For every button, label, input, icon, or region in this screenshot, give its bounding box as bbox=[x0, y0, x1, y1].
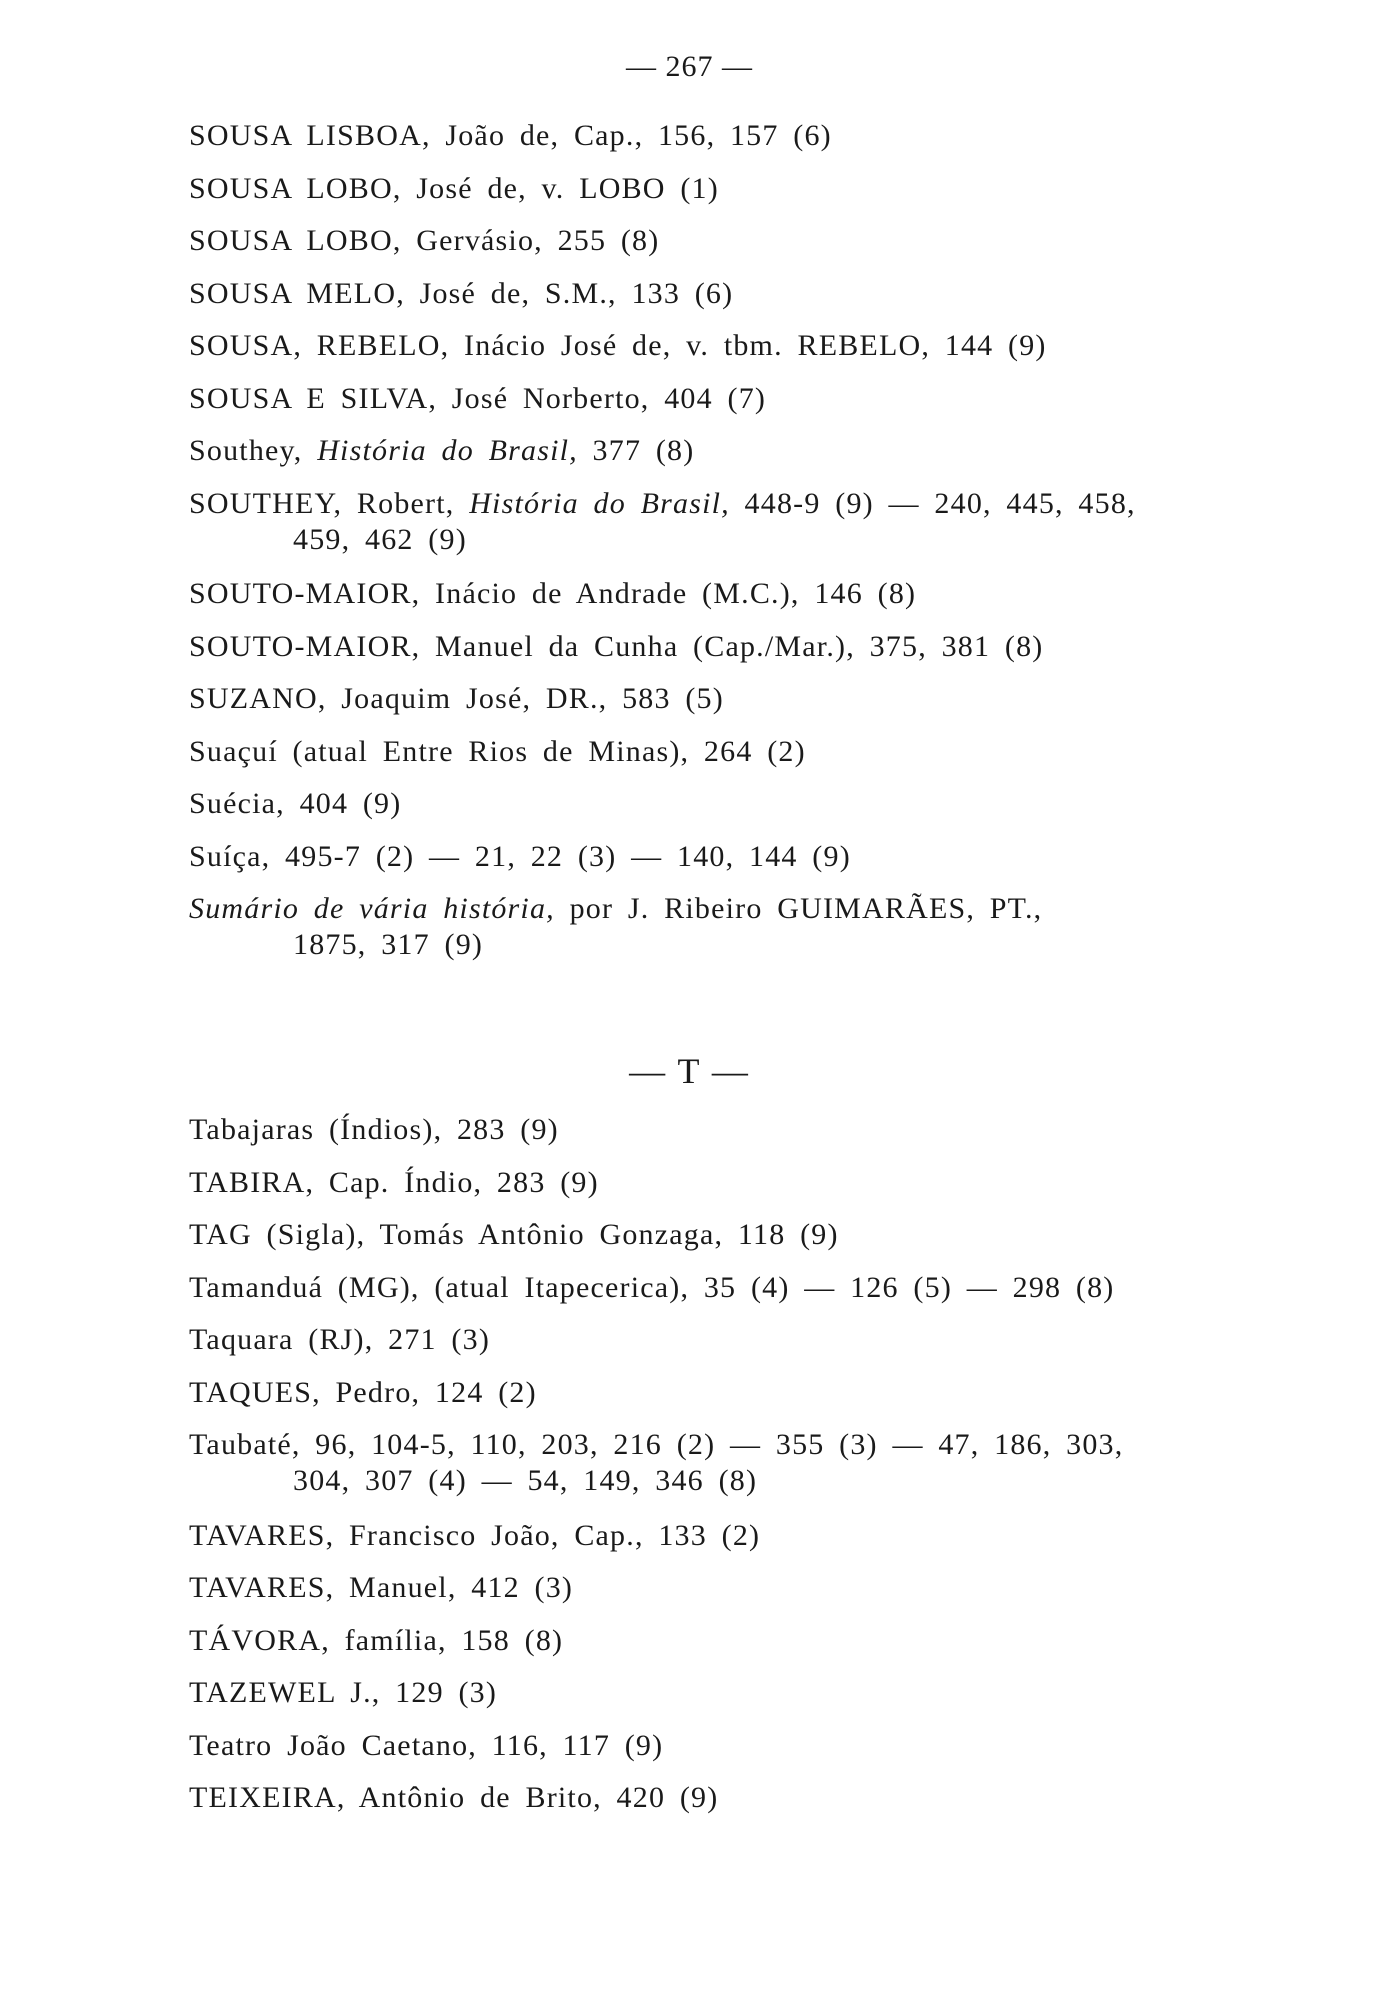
entry-text: TÁVORA, família, 158 (8) bbox=[189, 1623, 564, 1657]
index-entry bbox=[189, 171, 1249, 207]
letter-heading-t: — T — bbox=[629, 1051, 750, 1091]
entry-text: Teatro João Caetano, 116, 117 (9) bbox=[189, 1728, 664, 1762]
index-entry bbox=[189, 381, 1249, 417]
entry-text: Taquara (RJ), 271 (3) bbox=[189, 1323, 491, 1356]
index-entry bbox=[189, 223, 1249, 259]
index-entry bbox=[189, 433, 1249, 469]
entry-text: SOUTO-MAIOR, Inácio de Andrade (M.C.), 146 (8) bbox=[189, 577, 917, 610]
index-entry bbox=[189, 276, 1249, 312]
index-entry bbox=[189, 891, 1249, 963]
entry-continuation: 459, 462 (9) bbox=[293, 522, 467, 556]
entry-text: Tabajaras (Índios), 283 (9) bbox=[189, 1113, 559, 1146]
entry-text: Suécia, 404 (9) bbox=[189, 787, 402, 820]
entry-text: TEIXEIRA, Antônio de Brito, 420 (9) bbox=[189, 1781, 719, 1814]
index-entry bbox=[189, 629, 1249, 665]
entry-continuation: 1875, 317 (9) bbox=[293, 928, 484, 961]
entry-text: TAQUES, Pedro, 124 (2) bbox=[189, 1375, 537, 1409]
entry-title-italic: Sumário de vária história, bbox=[189, 892, 555, 925]
entry-text: SOUSA E SILVA, José Norberto, 404 (7) bbox=[189, 381, 767, 415]
entry-text: Tamanduá (MG), (atual Itapecerica), 35 (4) — 126 (5) — 298 (8) bbox=[189, 1270, 1115, 1304]
index-entry bbox=[189, 786, 1249, 822]
entry-text: SOUSA LISBOA, João de, Cap., 156, 157 (6) bbox=[189, 119, 832, 152]
entry-text: TAVARES, Francisco João, Cap., 133 (2) bbox=[189, 1518, 761, 1552]
entry-text: SOUTHEY, Robert, bbox=[189, 486, 470, 520]
entry-continuation: 304, 307 (4) — 54, 149, 346 (8) bbox=[293, 1464, 758, 1497]
index-entry bbox=[189, 1165, 1249, 1201]
index-entry bbox=[189, 1728, 1249, 1764]
index-entry bbox=[189, 1270, 1249, 1306]
index-entry bbox=[189, 1780, 1249, 1816]
index-entry bbox=[189, 1518, 1249, 1554]
index-entry bbox=[189, 1112, 1249, 1148]
index-entry bbox=[189, 1322, 1249, 1358]
entry-text: SOUTO-MAIOR, Manuel da Cunha (Cap./Mar.), 375, 381 (8) bbox=[189, 629, 1044, 663]
index-entry bbox=[189, 1217, 1249, 1253]
index-entry bbox=[189, 681, 1249, 717]
entry-text: Taubaté, 96, 104-5, 110, 203, 216 (2) — 355 (3) — 47, 186, 303, bbox=[189, 1428, 1124, 1461]
index-entry bbox=[189, 118, 1249, 154]
entry-text: por J. Ribeiro GUIMARÃES, PT., bbox=[554, 892, 1043, 925]
entry-text: SOUSA, REBELO, Inácio José de, v. tbm. REBELO, 144 (9) bbox=[189, 329, 1047, 362]
entry-text: TABIRA, Cap. Índio, 283 (9) bbox=[189, 1165, 599, 1199]
index-entry bbox=[189, 1570, 1249, 1606]
entry-text: TAZEWEL J., 129 (3) bbox=[189, 1676, 498, 1709]
entry-text: SOUSA MELO, José de, S.M., 133 (6) bbox=[189, 276, 734, 310]
index-entry bbox=[189, 1623, 1249, 1659]
entry-text: SUZANO, Joaquim José, DR., 583 (5) bbox=[189, 682, 724, 715]
index-entry bbox=[189, 839, 1249, 875]
entry-title-italic: História do Brasil, bbox=[469, 486, 730, 520]
entry-text: SOUSA LOBO, José de, v. LOBO (1) bbox=[189, 171, 719, 205]
index-entry bbox=[189, 328, 1249, 364]
entry-text: Southey, bbox=[189, 434, 318, 467]
page-number: — 267 — bbox=[626, 50, 753, 83]
entry-text: Suíça, 495-7 (2) — 21, 22 (3) — 140, 144 (9) bbox=[189, 839, 851, 873]
entry-text: TAG (Sigla), Tomás Antônio Gonzaga, 118 (9) bbox=[189, 1218, 839, 1251]
index-entry bbox=[189, 1427, 1249, 1499]
entry-text: TAVARES, Manuel, 412 (3) bbox=[189, 1571, 574, 1604]
index-entry bbox=[189, 734, 1249, 770]
entry-title-italic: História do Brasil, bbox=[317, 434, 578, 467]
index-entry bbox=[189, 1675, 1249, 1711]
index-entry bbox=[189, 1375, 1249, 1411]
entry-text: 448-9 (9) — 240, 445, 458, bbox=[729, 486, 1136, 520]
entry-text: 377 (8) bbox=[577, 434, 695, 467]
entry-text: SOUSA LOBO, Gervásio, 255 (8) bbox=[189, 224, 660, 257]
index-entry bbox=[189, 576, 1249, 612]
entry-text: Suaçuí (atual Entre Rios de Minas), 264 (2) bbox=[189, 734, 806, 768]
index-entry bbox=[189, 486, 1249, 558]
